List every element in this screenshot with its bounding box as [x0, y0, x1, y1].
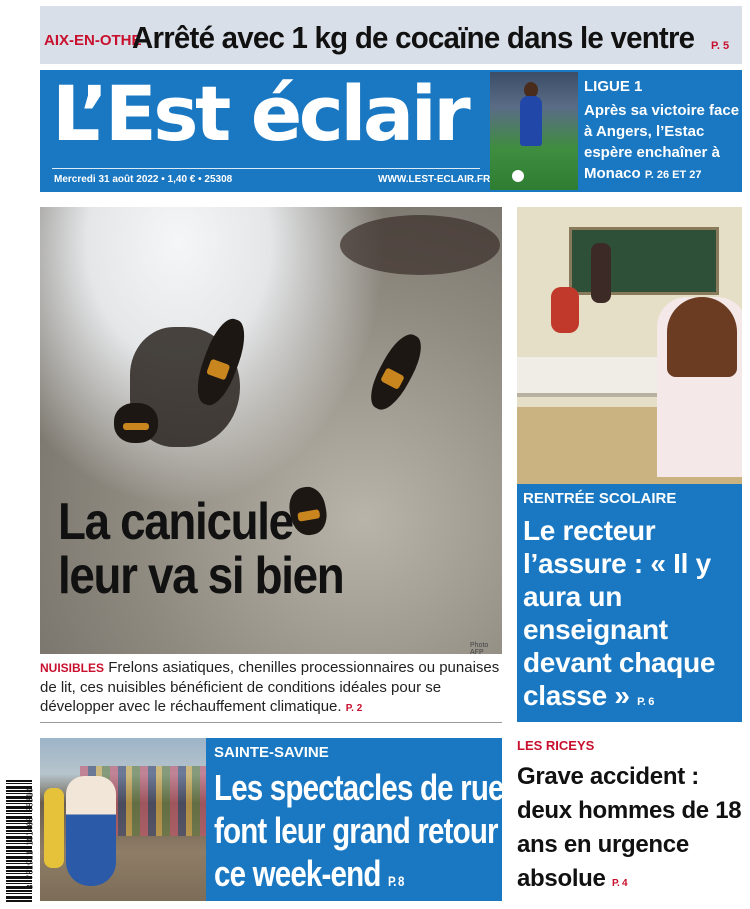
top-teaser-page: P. 5	[711, 40, 730, 52]
festival-kicker: SAINTE-SAVINE	[214, 744, 329, 761]
classroom-photo[interactable]	[517, 207, 742, 484]
school-headline-block	[523, 514, 739, 719]
desk	[517, 357, 667, 397]
top-teaser[interactable]	[40, 6, 742, 64]
main-caption	[40, 658, 502, 718]
photo-shadow	[340, 215, 500, 275]
hornet-figure	[363, 328, 430, 415]
main-kicker: NUISIBLES	[40, 661, 105, 675]
pupil-figure	[551, 287, 579, 333]
school-kicker: RENTRÉE SCOLAIRE	[523, 490, 677, 507]
football-photo[interactable]	[490, 72, 578, 190]
festival-story[interactable]	[206, 738, 502, 901]
ligue-headline: Après sa victoire face à Angers, l’Estac espère enchaîner à Monaco	[584, 102, 740, 182]
ball-icon	[512, 170, 524, 182]
accident-kicker: LES RICEYS	[517, 738, 595, 753]
ligue-story[interactable]	[584, 100, 740, 186]
top-teaser-headline[interactable]: Arrêté avec 1 kg de cocaïne dans le ventre	[132, 20, 695, 55]
accident-headline: Grave accident : deux hommes de 18 ans en urgence absolue	[517, 763, 742, 892]
performer-figure	[44, 788, 64, 868]
barcode-number: 3 782921 101408 08310	[25, 787, 35, 890]
street-show-photo[interactable]	[40, 738, 206, 901]
school-page: P. 6	[637, 696, 655, 708]
divider	[40, 722, 502, 723]
teacher-figure	[591, 243, 611, 303]
top-teaser-kicker: AIX-EN-OTHE	[44, 32, 142, 49]
festival-headline-line1: Les spectacles de rue	[214, 767, 504, 808]
festival-headline-line2: font leur grand retour	[214, 810, 498, 851]
school-headline: Le recteur l’assure : « Il y aura un enseignant devant chaque classe »	[523, 515, 716, 711]
school-story[interactable]	[517, 484, 742, 722]
dancer-figure	[66, 776, 116, 886]
festival-headline-line3: ce week-end	[214, 853, 381, 894]
festival-headline-block	[214, 766, 504, 903]
hornets-photo[interactable]	[40, 207, 502, 654]
main-headline-line2: leur va si bien	[58, 547, 344, 605]
ligue-kicker: LIGUE 1	[584, 78, 643, 95]
masthead	[40, 70, 742, 192]
photo-credit: Photo AFP	[470, 642, 489, 654]
website-link[interactable]: WWW.LEST-ECLAIR.FR	[378, 174, 491, 185]
main-text: Frelons asiatiques, chenilles processionnaires ou punaises de lit, ces nuisibles bénéficient de conditions idéales pour se développer avec le réchauffement climatique.	[40, 659, 500, 715]
newspaper-logo[interactable]: L’Est éclair	[52, 69, 468, 158]
main-headline-line1: La canicule	[58, 493, 293, 551]
festival-page: P. 8	[387, 873, 404, 889]
accident-headline-block	[517, 760, 745, 901]
pupil-hair	[667, 297, 737, 377]
main-headline[interactable]	[58, 495, 343, 603]
accident-story[interactable]	[517, 738, 745, 901]
hornet-figure	[114, 403, 158, 443]
accident-page: P. 4	[611, 878, 628, 889]
player-figure	[520, 96, 542, 146]
ligue-page: P. 26 ET 27	[644, 169, 702, 181]
masthead-rule	[52, 168, 480, 169]
dateline: Mercredi 31 août 2022 • 1,40 € • 25308	[54, 174, 233, 185]
main-page: P. 2	[345, 703, 363, 714]
